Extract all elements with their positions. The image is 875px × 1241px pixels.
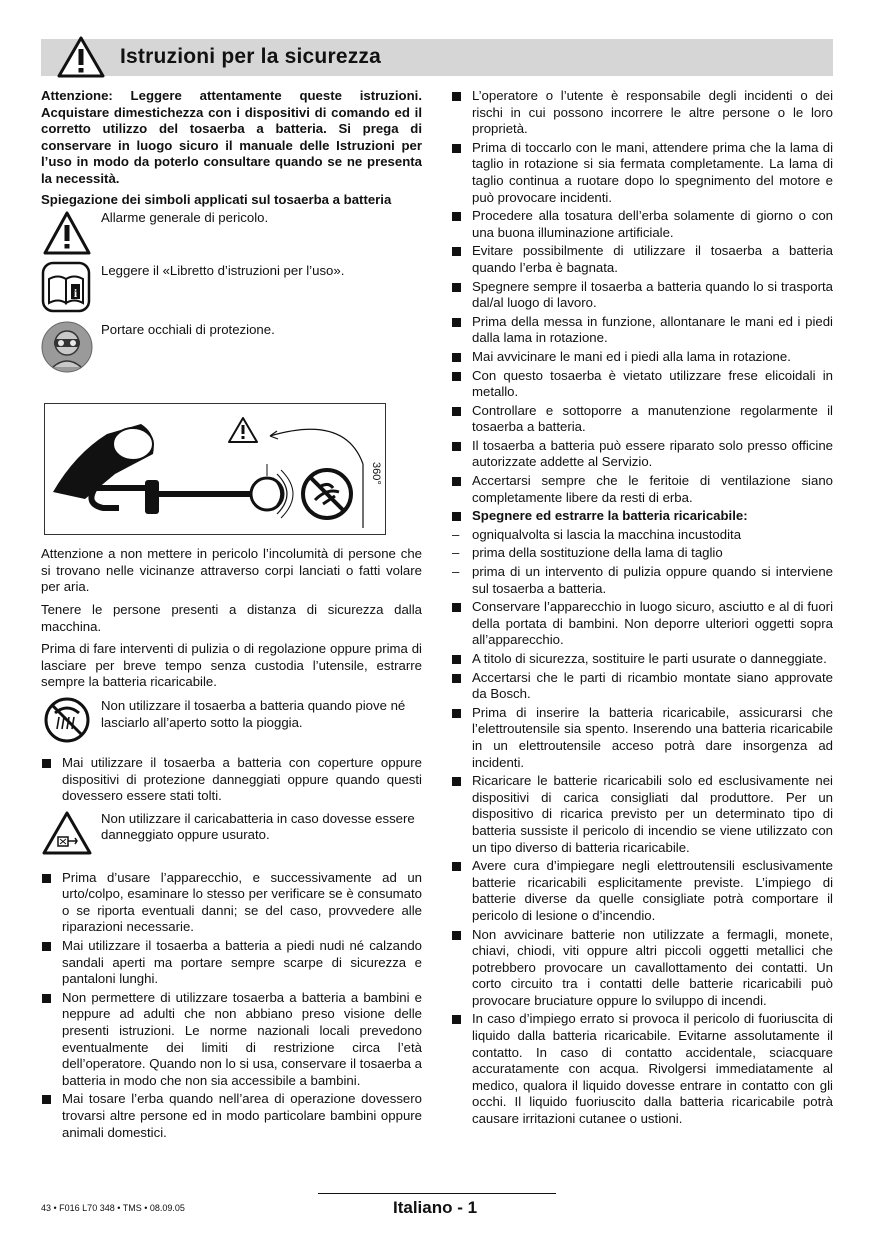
list-item: Conservare l’apparecchio in luogo sicuro, asciutto e al di fuori della portata di bambini. Non deporre ulteriori oggetti sopra all’apparecchio. bbox=[451, 599, 833, 649]
symbol-row-danger bbox=[41, 209, 422, 257]
list-item: Controllare e sottoporre a manutenzione regolarmente il tosaerba a batteria. bbox=[451, 403, 833, 436]
list-item: Accertarsi sempre che le feritoie di ventilazione siano completamente libere da resti di erba. bbox=[451, 473, 833, 506]
thrown-objects-text: Attenzione a non mettere in pericolo l’incolumità di persone che si trovano nelle vicinanze attraverso corpi lanciati o fatti volare per aria. bbox=[41, 546, 422, 595]
list-item: Mai tosare l’erba quando nell’area di operazione dovessero trovarsi altre persone ed in modo particolare bambini oppure animali domestici. bbox=[41, 1091, 422, 1141]
list-item: Ricaricare le batterie ricaricabili solo ed esclusivamente nei dispositivi di carica consigliati dal produttore. Per un dispositivo di ricarica previsto per un determinato tipo di batteria sussiste il pericolo di incendio se viene utilizzato con un tipo diverso di batteria ricaricabile. bbox=[451, 773, 833, 856]
list-item: Con questo tosaerba è vietato utilizzare frese elicoidali in metallo. bbox=[451, 368, 833, 401]
list-item: Avere cura d’impiegare negli elettroutensili esclusivamente batterie ricaricabili esplicitamente previste. L’impiego di batterie diverse da quelle consigliate potrà comportare il pericolo di lesione o d’incendio. bbox=[451, 858, 833, 924]
symbol-charger-text: Non utilizzare il caricabatteria in caso dovesse essere danneggiato oppure usurato. bbox=[101, 810, 415, 843]
page-number: Italiano - 1 bbox=[393, 1198, 478, 1217]
battery-removal-heading: Spegnere ed estrarre la batteria ricaricabile: bbox=[451, 508, 833, 525]
symbol-row-charger bbox=[41, 810, 422, 856]
list-item: Prima della messa in funzione, allontanare le mani ed i piedi dalla lama in rotazione. bbox=[451, 314, 833, 347]
dash-item: – prima di un intervento di pulizia oppure quando si interviene sul tosaerba a batteria. bbox=[451, 564, 833, 597]
list-item: Spegnere sempre il tosaerba a batteria quando lo si trasporta dal/al luogo di lavoro. bbox=[451, 279, 833, 312]
list-item: L’operatore o l’utente è responsabile degli incidenti o dei rischi in cui possono incorrere le altre persone o le loro proprietà. bbox=[451, 88, 833, 138]
dash-item: – prima della sostituzione della lama di taglio bbox=[451, 545, 833, 562]
safe-distance-text: Tenere le persone presenti a distanza di sicurezza dalla macchina. bbox=[41, 601, 422, 634]
cleaning-text: Prima di fare interventi di pulizia o di regolazione oppure prima di lasciare per breve tempo senza custodia l’utensile, estrarre sempre la batteria ricaricabile. bbox=[41, 641, 422, 690]
symbols-heading: Spiegazione dei simboli applicati sul tosaerba a batteria bbox=[41, 191, 392, 207]
list-item: A titolo di sicurezza, sostituire le parti usurate o danneggiate. bbox=[451, 651, 833, 668]
symbol-row-manual bbox=[41, 261, 422, 315]
document-code: 43 • F016 L70 348 • TMS • 08.09.05 bbox=[41, 1203, 185, 1213]
symbol-manual-text: Leggere il «Libretto d’istruzioni per l’uso». bbox=[101, 263, 345, 279]
list-item: In caso d’impiego errato si provoca il pericolo di fuoriuscita di liquido dalla batteria ricaricabile. Evitarne assolutamente il contatto. In caso di contatto accidentale, sciacquare accuratamente con acqua. Rivolgersi immediatamente al medico, qualora il liquido dovesse entrare in contatto con gli occhi. Il liquido fuoriuscito dalla batteria ricaricabile potrà causare irritazioni cutanee o ustioni. bbox=[451, 1011, 833, 1127]
list-item: Non permettere di utilizzare tosaerba a batteria a bambini e neppure ad adulti che non abbiano preso visione delle presenti istruzioni. Le norme nazionali locali prevedono eventualmente dei limiti di restrizione circa l’età dell’operatore. Quando non lo si usa, conservare il tosaerba a batteria in modo che non sia accessibile a bambini. bbox=[41, 990, 422, 1090]
warning-triangle-icon bbox=[56, 35, 106, 79]
read-manual-icon bbox=[41, 261, 93, 315]
list-item: Prima di inserire la batteria ricaricabile, assicurarsi che l’elettroutensile sia spento. Inserendo una batteria ricaricabile in un elettroutensile acceso potrà dare insorgenza ad incidenti. bbox=[451, 705, 833, 771]
symbol-goggles-text: Portare occhiali di protezione. bbox=[101, 322, 275, 338]
mower-safety-illustration bbox=[44, 403, 386, 535]
list-item: Non avvicinare batterie non utilizzate a fermagli, monete, chiavi, chiodi, viti oppure altri piccoli oggetti metallici che potrebbero provocare un cavallottamento dei contatti. Un corto circuito tra i contatti delle batterie ricaricabili può provocare bruciature oppure lo sviluppo di incendi. bbox=[451, 927, 833, 1010]
symbol-row-goggles bbox=[41, 319, 422, 375]
symbol-danger-text: Allarme generale di pericolo. bbox=[101, 210, 269, 226]
dash-item: – ogniqualvolta si lascia la macchina incustodita bbox=[451, 527, 833, 544]
list-item: Prima di toccarlo con le mani, attendere prima che la lama di taglio in rotazione si sia fermata completamente. La lama di taglio continua a ruotare dopo lo spegnimento del motore e può provocare incidenti. bbox=[451, 140, 833, 206]
list-item: Procedere alla tosatura dell’erba solamente di giorno o con una buona illuminazione artificiale. bbox=[451, 208, 833, 241]
list-item: Il tosaerba a batteria può essere riparato solo presso officine autorizzate addette al Servizio. bbox=[451, 438, 833, 471]
left-column bbox=[41, 88, 422, 1141]
left-bullet-list bbox=[41, 870, 422, 1142]
list-item: Mai utilizzare il tosaerba a batteria con coperture oppure dispositivi di protezione danneggiati oppure quando questi dovessero essere stati tolti. bbox=[41, 755, 422, 805]
list-item: Accertarsi che le parti di ricambio montate siano approvate da Bosch. bbox=[451, 670, 833, 703]
danger-warning-icon bbox=[41, 209, 93, 257]
intro-warning: Attenzione: Leggere attentamente queste istruzioni. Acquistare dimestichezza con i dispositivi di comando ed il corretto utilizzo del tosaerba a batteria. Si prega di conservare in luogo sicuro il manuale delle Istruzioni per l’uso in modo da poterlo consultare quando se ne presenta la necessità. bbox=[41, 88, 422, 186]
damaged-charger-warning-icon bbox=[41, 810, 93, 856]
rotation-angle-label: 360° bbox=[370, 462, 382, 485]
list-item: Mai utilizzare il tosaerba a batteria a piedi nudi né calzando sandali aperti ma portare sempre scarpe di sicurezza e pantaloni lunghi. bbox=[41, 938, 422, 988]
footer-divider bbox=[318, 1193, 556, 1194]
safety-goggles-icon bbox=[41, 319, 93, 375]
list-item: Evitare possibilmente di utilizzare il tosaerba a batteria quando l’erba è bagnata. bbox=[451, 243, 833, 276]
list-item: Mai avvicinare le mani ed i piedi alla lama in rotazione. bbox=[451, 349, 833, 366]
svg-text:i: i bbox=[73, 286, 78, 301]
page-title: Istruzioni per la sicurezza bbox=[120, 45, 381, 68]
symbol-row-rain bbox=[41, 697, 422, 743]
no-rain-icon bbox=[41, 697, 93, 743]
symbol-rain-text: Non utilizzare il tosaerba a batteria quando piove né lasciarlo all’aperto sotto la pioggia. bbox=[101, 697, 406, 730]
mower-operator-icon bbox=[45, 404, 385, 534]
list-item: Prima d’usare l’apparecchio, e successivamente ad un urto/colpo, esaminare lo stesso per verificare se è consumato o se riporta eventuali danni; se del caso, provvedere alle riparazioni necessarie. bbox=[41, 870, 422, 936]
right-column bbox=[451, 88, 833, 1128]
